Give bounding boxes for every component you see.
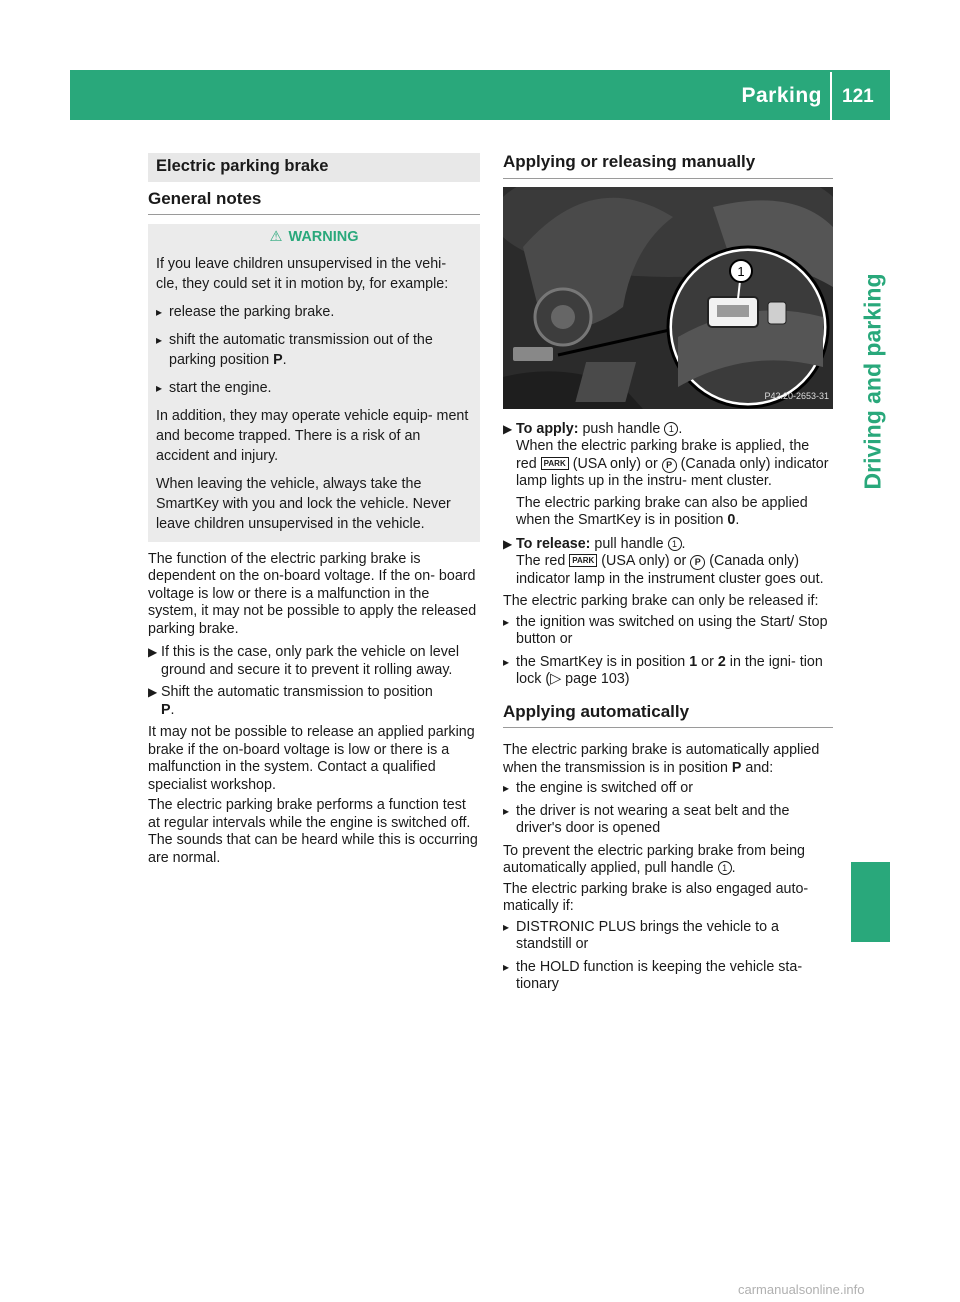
step-text: If this is the case, only park the vehicle on level ground and secure it to prevent it rolling away. [161, 644, 460, 678]
bullet-text: the SmartKey is in position [516, 653, 690, 670]
arrow-icon: ▶ [503, 536, 513, 551]
auto-bullet: ▸ the driver is not wearing a seat belt and the driver's door is opened [503, 803, 833, 838]
bullet-text: or [697, 653, 718, 670]
manual-heading: Applying or releasing manually [503, 153, 833, 179]
apply-detail: When the electric parking brake is applied, the red [516, 438, 810, 472]
voltage-paragraph: The function of the electric parking brake is dependent on the on-board voltage. If the on- board voltage is low or there is a malfunction in the system, it may not be possible to apply the released parking brake. [148, 550, 477, 637]
park-lamp-icon: PARK [569, 554, 597, 567]
warning-para: When leaving the vehicle, always take the SmartKey with you and lock the vehicle. Never leave children unsupervised in the vehicle. [156, 475, 451, 532]
warning-box [148, 224, 480, 542]
step-text: Shift the automatic transmission to position [161, 684, 433, 700]
test-paragraph: The electric parking brake performs a function test at regular intervals while the engine is switched off. The sounds that can be heard while this is occurring are normal. [148, 797, 478, 866]
auto-bullet: ▸ the HOLD function is keeping the vehicle sta- tionary [503, 959, 833, 994]
position-label: 0 [727, 512, 736, 528]
left-column [148, 153, 480, 870]
auto-intro-text: The electric parking brake is automatically applied when the transmission is in position [503, 742, 820, 776]
punct: . [282, 351, 287, 368]
arrow-icon: ▶ [148, 645, 158, 659]
apply-detail: (Canada only) indicator lamp lights up in the instru- ment cluster. [516, 455, 829, 489]
side-tab-label: Driving and parking [859, 273, 886, 490]
image-code: P42.20-2653-31 [764, 391, 829, 401]
side-tab-marker [851, 862, 890, 942]
warning-bullet: ▸ release the parking brake. [156, 302, 472, 322]
release-label: To release: [516, 535, 591, 552]
auto-also: The electric parking brake is also engaged auto- matically if: [503, 880, 809, 914]
arrow-icon: ▶ [148, 685, 158, 699]
warning-label: WARNING [288, 229, 359, 245]
position-label: P [161, 701, 171, 718]
dashboard-illustration [503, 187, 833, 409]
warning-triangle-icon: ⚠ [269, 229, 283, 245]
dashboard-photo [503, 187, 833, 409]
position-label: P [273, 351, 283, 368]
apply-detail: The electric parking brake can also be applied when the SmartKey is in position [516, 494, 808, 528]
auto-bullet: ▸ DISTRONIC PLUS brings the vehicle to a standstill or [503, 919, 833, 954]
p-lamp-icon: P [690, 555, 705, 570]
handle-callout-icon: 1 [664, 422, 678, 436]
warning-title [156, 229, 472, 247]
warning-bullet [156, 330, 472, 370]
apply-label: To apply: [516, 420, 579, 437]
warning-intro: If you leave children unsupervised in the vehi- cle, they could set it in motion by, for example: [156, 255, 449, 292]
apply-text: push handle [578, 420, 665, 437]
punct: . [731, 860, 736, 876]
punct: . [678, 420, 683, 437]
release-paragraph: It may not be possible to release an applied parking brake if the on-board voltage is low or there is a malfunction in the system. Contact a qualified specialist workshop. [148, 724, 475, 793]
apply-step [503, 421, 833, 530]
auto-intro-text: and: [741, 759, 774, 776]
release-text: pull handle [590, 535, 668, 552]
auto-bullet: ▸ the engine is switched off or [503, 780, 833, 798]
right-column [503, 153, 833, 999]
page-reference-link[interactable]: ▷ page 103 [550, 671, 625, 687]
side-tab [848, 273, 888, 640]
auto-heading: Applying automatically [503, 703, 833, 729]
handle-callout-icon: 1 [718, 861, 732, 875]
warning-bullet-text: shift the automatic transmission out of the parking position [169, 331, 433, 368]
punct: . [170, 701, 175, 718]
auto-prevent [503, 843, 833, 878]
p-lamp-icon: P [662, 458, 677, 473]
bullet-text: in the igni- tion lock ( [516, 653, 823, 687]
punct: . [681, 535, 686, 552]
instruction-step [148, 644, 480, 679]
punct: ) [624, 671, 630, 687]
warning-bullet: ▸ start the engine. [156, 378, 472, 398]
release-bullet [503, 654, 833, 689]
section-title: Parking [741, 84, 822, 107]
release-condition: The electric parking brake can only be released if: [503, 593, 819, 609]
punct: . [735, 512, 740, 528]
position-label: P [731, 759, 742, 776]
callout-number: 1 [737, 263, 745, 279]
page-number: 121 [842, 86, 874, 107]
auto-intro [503, 742, 833, 777]
auto-prevent-text: To prevent the electric parking brake from being automatically applied, pull handle [503, 842, 805, 876]
instruction-step [148, 684, 480, 719]
watermark: carmanualsonline.info [738, 1282, 865, 1297]
arrow-icon: ▶ [503, 421, 513, 436]
apply-detail: (USA only) or [568, 455, 662, 472]
general-notes-heading: General notes [148, 190, 480, 216]
section-band-title: Electric parking brake [148, 153, 480, 182]
apply-smartkey [516, 495, 833, 530]
release-detail: The red [516, 553, 570, 569]
warning-para: In addition, they may operate vehicle equip- ment and become trapped. There is a risk of an accident and injury. [156, 407, 469, 464]
handle-callout-icon: 1 [668, 537, 682, 551]
header-separator [830, 72, 832, 120]
release-bullet: ▸ the ignition was switched on using the Start/ Stop button or [503, 614, 833, 649]
release-detail: (Canada only) indicator lamp in the instrument cluster goes out. [516, 553, 824, 587]
release-detail: (USA only) or [597, 553, 691, 569]
park-lamp-icon: PARK [541, 457, 569, 470]
position-label: 2 [717, 653, 726, 670]
position-label: 1 [689, 653, 698, 670]
release-step [503, 536, 833, 589]
